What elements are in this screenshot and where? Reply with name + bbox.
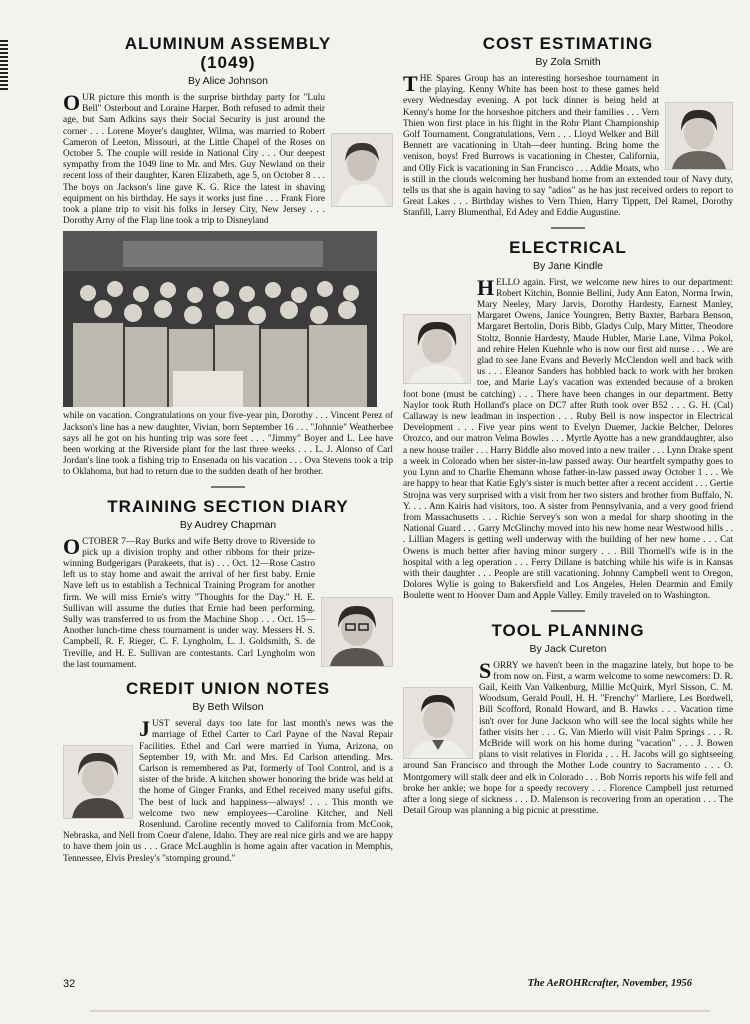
section-divider (211, 486, 245, 488)
section-divider (551, 227, 585, 229)
electrical-text: ELLO again. First, we welcome new hires to our department: Robert Kitchin, Bonnie Bellini, Judy Ann Eaton, Norma Irwin, Mary Neeley, Mary Jarvis, Dorothy Hardesty, Earnest Manley, Margaret Owens, Janice Youngren, Betty Baxter, Barbara Benson, Margaret Bertolin, Doris Bibb, Gladys Culp, Mary Mitter, Theodore Stoltz, Bonnie Hardesty, Maude Hubler, Marie Lane, Vilma Pokol, and rehire Helen Kuehnle who is now our first aid nurse . . . We are glad to see Jane Evans and Beverly McClendon well and back with us . . . Eleanor Sanders has hobbled back to work with her broken toe, and Marie Lay's vacation was extended because of a broken foot bone (must be catching) . . . There have been changes in our department. Betty Naylor took Ruth Holland's place on DC7 after Ruth took over B52 . . . G. H. (Cal) Callaway is new leadman in inspection . . . Ruby Bell is now inspector in Electrical Development . . . Five year pins went to Evelyn Duemer, Jackie Belcher, Delores Orozco, and our matron Velma Bowles . . . Myrtle Ayotte has a new granddaughter, also a new house trailer . . . Harry Biddle also moved into a new trailer . . . Lynn Drake spent a week in Colorado when her sister-in-law passed away. Our heartfelt sympathy goes to you Lynn and to Charlie Ehemann whose father-in-law passed away October 1 . . . We are happy to hear that Katie Egly's sister is much better after a recent accident . . . Gertie Strojna was very surprised with a visit from her two sisters and brother from Buffalo, N. Y. . . . Ann Kairis had visitors, too. A sister from Pennsylvania, and a very good friend from Massachusetts . . . Richie Servey's son won a medal for sharp shooting in the National Guard . . . Garry McGlinchy moved into his new home near Westwood hills . . . Lillian Magers is getting well underway with the building of her new home . . . Cat Owens is much better after having minor surgery . . . Bill Thornell's wife is in the hospital with a leg operation . . . Ferry Dillane is batching while his wife is in Kansas with their daughter . . . People are still vacationing. Johnny Campbell went to Oregon, Dolores Wylie is going to Bakersfield and Los Angeles, Helen Dearmin and Emily Boulette went to Hoover Dam and Apple Valley. Emily traveled on to Washington. (403, 277, 733, 602)
credit-union-article (63, 679, 393, 865)
cost-title: COST ESTIMATING (482, 34, 654, 53)
alice-johnson-portrait (331, 133, 393, 207)
electrical-title: ELECTRICAL (509, 237, 627, 257)
training-byline: By Audrey Chapman (179, 518, 277, 531)
credit-dropcap: J (139, 716, 150, 742)
zola-smith-portrait (665, 102, 733, 170)
aluminum-assembly-article (63, 34, 393, 479)
right-column (403, 34, 733, 817)
cost-estimating-article (403, 34, 733, 220)
audrey-chapman-portrait (321, 597, 393, 667)
jane-kindle-portrait (403, 314, 471, 384)
aluminum-text-1: UR picture this month is the surprise birthday party for "Lulu Bell" Osterbout and Loraine Harper. Both refused to admit their age, but Sam Adkins says their Social Security is just around the corner . . . Lorene Moyer's daughter, Wilma, was married to Robert Cameron of Leeton, Missouri, at the Little Chapel of the Roses on October 5. The couple will reside in National City . . . Our deepest sympathy from the 1049 line to Mr. and Mrs. Guy Newland on their recent loss of their daughter, Karen Elizabeth, age 5, on October 8 . . . The boys on Jackson's line gave K. G. Rice the latest in shaving equipment on his birthday. He says it works just fine . . . Frank Fiore took a plane trip to visit his folks in Jersey City, New Jersey . . . Dorothy Arny of the Flap line took a trip to Disneyland (63, 93, 325, 227)
tool-planning-article (403, 621, 733, 818)
aluminum-body-2: while on vacation. Congratulations on your five-year pin, Dorothy . . . Vincent Perez of Jackson's line has a new daughter, Vivian, born September 16 . . . "Johnnie" Weatherbee says all he got on his hunting trip was sore feet . . . "Jimmy" Boyer and L. Lee have been working at the Riverside plant for the last three weeks . . . L. J. Alonso of Carl Jordan's line took a fishing trip to Ensenada on his vacation . . . Ova Stevens took a trip to Oklahoma, but had to return due to the sudden death of her brother. (63, 411, 393, 478)
beth-wilson-portrait (63, 745, 133, 819)
training-body (63, 533, 393, 671)
tool-dropcap: S (479, 657, 492, 683)
credit-byline: By Beth Wilson (192, 701, 264, 714)
cost-byline: By Zola Smith (535, 56, 601, 68)
aluminum-byline: By Alice Johnson (188, 75, 268, 87)
tool-title: TOOL PLANNING (491, 620, 645, 640)
training-dropcap: O (63, 533, 81, 559)
credit-title: CREDIT UNION NOTES (125, 679, 331, 699)
credit-body (63, 716, 393, 865)
aluminum-title: ALUMINUM ASSEMBLY (124, 34, 332, 53)
electrical-dropcap: H (477, 274, 495, 300)
jack-cureton-portrait (403, 687, 473, 759)
page-number: 32 (63, 978, 76, 990)
birthday-party-group-photo (63, 231, 377, 407)
aluminum-body-1 (63, 90, 393, 227)
training-text: CTOBER 7—Ray Burks and wife Betty drove to Riverside to pick up a division trophy and other ribbons for their prize-winning Budgerigars (Parakeets, that is) . . . Oct. 12—Rose Castro left us to stay home and await the arrival of her first baby. Ernie Nave left us to establish a Technical Training Program for another firm. We will miss Ernie's witty "Thoughts for the Day." H. E. Sullivan will assume the duties that Ernie had been performing. Sully was transferred to us from the Machine Shop . . . Oct. 15—Another lunch-time chess tournament is under way. Messers H. S. Campbell, R. F. Rieger, C. F. Lyngholm, L. J. Goldsmith, S. de Treville, and H. E. Sullivan are contestants. Carl Lyngholm won the last tournament. (63, 536, 315, 670)
section-divider (551, 610, 585, 612)
tool-text: ORRY we haven't been in the magazine lately, but hope to be from now on. First, a warm welcome to some newcomers: D. R. Gail, Keith Van Valkenburg, Millie McQuirk, Myrl Sisson, C. M. Woodsum, Gerald Poull, H. H. "Frenchy" Marliere, Les Bordwell, Bill Scofford, Ronald Howard, and B. Hawks . . . Vacation time isn't over for June Jackson who will see the local sights while her father visits her . . . G. Van Mierlo will visit Palm Springs . . . R. McBride will work on his home during "vacation" . . . J. Bowen plans to visit relatives in Florida . . . H. Jacobs will go sightseeing around San Francisco and through the Mother Lode country to Sacramento . . . O. Montgomery will stalk deer and elk in Colorado . . . Bob Norris reports his wife fell and broke her ankle; we hope for a speedy recovery . . . Florence Campbell just returned after a long siege of sickness . . . D. Malenson is recovering from an operation . . . The Detail Group was planning a big picnic at presstime. (403, 660, 733, 817)
tool-byline: By Jack Cureton (529, 642, 607, 655)
bottom-edge (90, 1010, 710, 1012)
left-column (63, 34, 393, 865)
cost-body (403, 71, 733, 220)
electrical-body (403, 274, 733, 603)
training-title: TRAINING SECTION DIARY (107, 496, 349, 516)
binding-holes (0, 40, 8, 90)
training-section-article (63, 497, 393, 671)
cost-text: HE Spares Group has an interesting horseshoe tournament in the playing. Kenny White has been host to these games held every Wednesday evening. A pot luck dinner is being held at Kenny's home for the horseshoe pitchers and their families . . . Vern Thien won first place in his flight in the Rohr Plant Championship Golf Tournament. Congratulations, Vern . . . Lloyd Welker and Bill Bennett are vacationing in Utah—deer hunting. Bring home the venison, boys! Fred Burrows is vacationing in Chester, California, and Olly Fick is vacationing in San Francisco . . . Addie Moats, who is still in the clouds welcoming her husband home from an extended tour of Navy duty, tells us that she is again having to say "adios" as he has just received orders to report to Great Lakes . . . Birthday wishes to Vern Thien, Harry Tippett, Del Ramel, Dorothy Stanfill, Larry Blumenthal, Ed Adey and Eddie Augustine. (403, 74, 733, 219)
aluminum-dropcap: O (63, 90, 81, 115)
cost-dropcap: T (403, 71, 418, 96)
credit-text: UST several days too late for last month's news was the marriage of Ethel Carter to Carl Payne of the Naval Repair Facilities. Ethel and Carl were married in Yuma, Arizona, on September 19, with Mr. and Mrs. Ed Carlson attending. Mrs. Carlson is remembered as Pat, formerly of Tool Control, and is a sister of the bride. A kitchen shower honoring the bride was held at the home of Ginger Franks, and Ethel received many useful gifts. The best of luck and happiness—always! . . . This month we welcome two new employees—Caroline Kitcher, and Nell Rosenlund. Caroline recently moved to California from McCook, Nebraska, and Nell from Coeur d'alene, Idaho. They are real nice girls and we are happy to have them join us . . . Grace McLaughlin is home again after vacation in Memphis, Tennessee, Elvis Presley's "stomping ground." (63, 719, 393, 864)
magazine-footer: The AeROHRcrafter, November, 1956 (527, 978, 692, 989)
aluminum-subtitle: (1049) (200, 53, 256, 72)
tool-body (403, 657, 733, 818)
electrical-article (403, 238, 733, 603)
electrical-byline: By Jane Kindle (532, 259, 604, 272)
